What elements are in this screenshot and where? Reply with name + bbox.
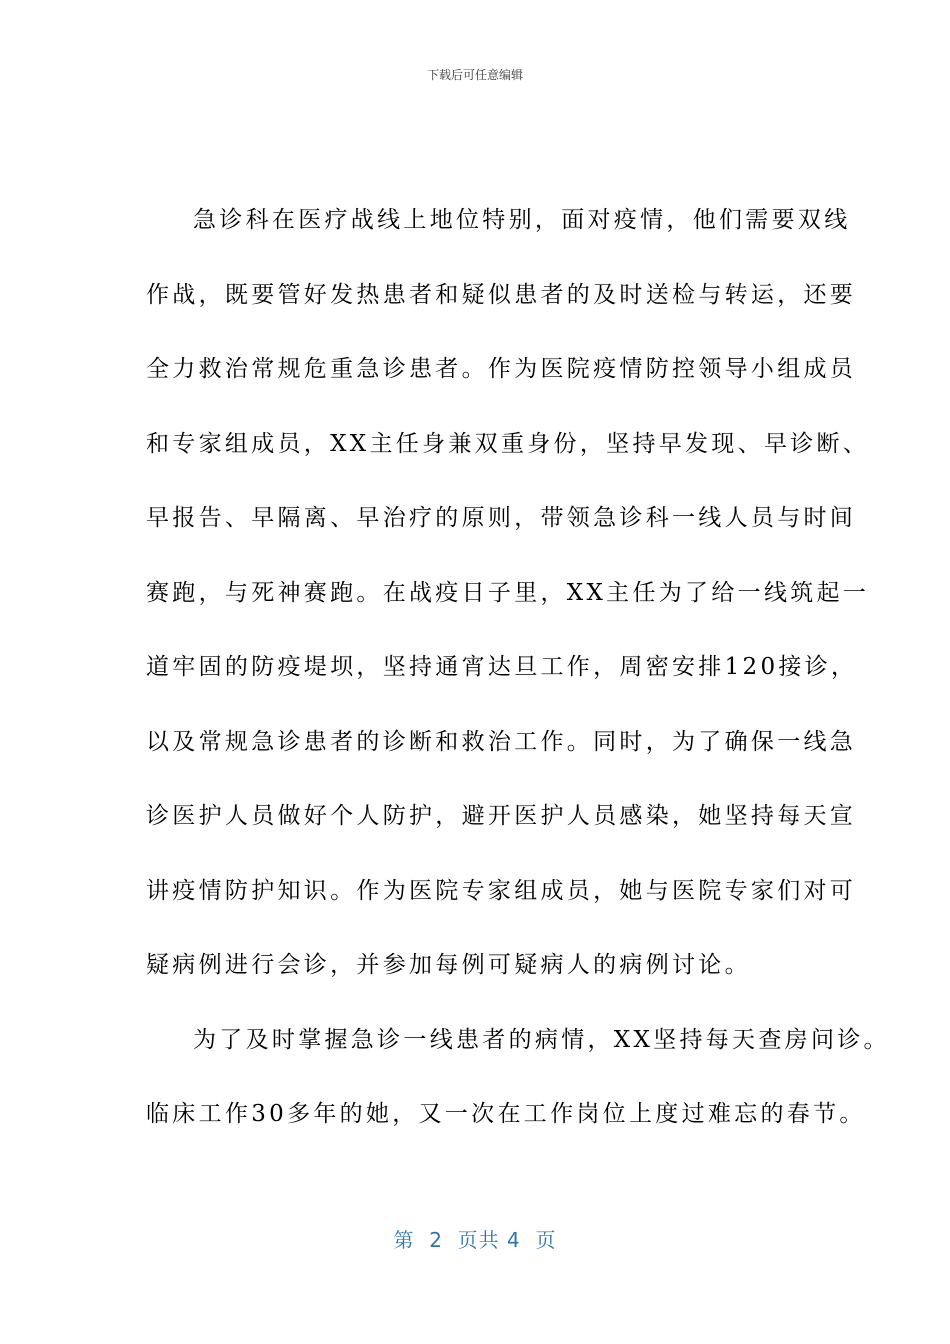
paragraph-1-line-10: 讲疫情防护知识。作为医院专家组成员，她与医院专家们对可 xyxy=(146,877,857,904)
paragraph-1-line-9: 诊医护人员做好个人防护，避开医护人员感染，她坚持每天宣 xyxy=(146,803,857,829)
paragraph-1-line-3: 全力救治常规危重急诊患者。作为医院疫情防控领导小组成员 xyxy=(146,356,857,382)
paragraph-1-line-6: 赛跑，与死神赛跑。在战疫日子里，XX主任为了给一线筑起一 xyxy=(146,579,870,606)
paragraph-1-line-11: 疑病例进行会诊，并参加每例可疑病人的病例讨论。 xyxy=(146,952,751,978)
header-note: 下载后可任意编辑 xyxy=(426,68,523,82)
paragraph-1-line-5: 早报告、早隔离、早治疗的原则，带领急诊科一线人员与时间 xyxy=(146,505,857,531)
document-body xyxy=(146,196,890,1165)
page-number-footer: 第 2 页共 4 页 xyxy=(393,1228,557,1252)
paragraph-2-line-2: 临床工作30多年的她，又一次在工作岗位上度过难忘的春节。 xyxy=(146,1101,866,1127)
paragraph-1-line-7: 道牢固的防疫堤坝，坚持通宵达旦工作，周密安排120接诊， xyxy=(146,654,858,680)
paragraph-1-line-8: 以及常规急诊患者的诊断和救治工作。同时，为了确保一线急 xyxy=(146,728,857,755)
paragraph-1-line-4: 和专家组成员，XX主任身兼双重身份，坚持早发现、早诊断、 xyxy=(146,430,870,457)
paragraph-1-line-1: 急诊科在医疗战线上地位特别，面对疫情，他们需要双线 xyxy=(193,207,851,233)
paragraph-1-line-2: 作战，既要管好发热患者和疑似患者的及时送检与转运，还要 xyxy=(146,281,857,308)
paragraph-2-line-1: 为了及时掌握急诊一线患者的病情，XX坚持每天查房问诊。 xyxy=(193,1026,890,1053)
